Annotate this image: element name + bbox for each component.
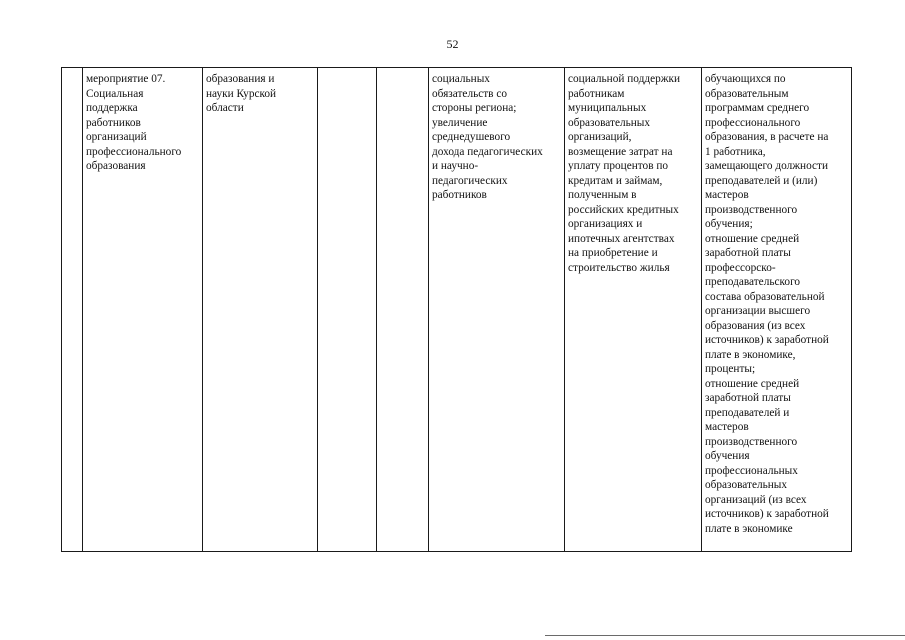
bottom-rule-line [545, 635, 905, 636]
cell-text-line: профессионального [705, 116, 801, 129]
cell-text-line: организациях и [568, 218, 643, 230]
cell-text-line: ипотечных агентствах [568, 232, 675, 245]
cell-text-line: и научно- [432, 160, 479, 172]
cell-text-line: работников [432, 189, 487, 201]
cell-text-line: организаций (из всех [705, 493, 807, 506]
page-number: 52 [446, 37, 459, 51]
cell-text-line: замещающего должности [705, 160, 828, 172]
cell-text-line: образования и [206, 73, 275, 85]
cell-text-line: преподавательского [705, 276, 801, 288]
cell-text-line: образовательным [705, 87, 789, 100]
cell-text-line: обучения; [705, 218, 753, 230]
cell-text-line: профессорско- [705, 261, 776, 274]
cell-text-line: заработной платы [705, 247, 791, 259]
cell-text-line: обучающихся по [705, 73, 786, 85]
cell-text-line: муниципальных [568, 102, 647, 114]
cell-text-line: социальной поддержки [568, 73, 681, 85]
cell-text-line: плате в экономике [705, 522, 793, 535]
cell-text-line: работников [86, 116, 141, 129]
cell-text-line: образовательных [705, 479, 788, 491]
cell-text-line: полученным в [568, 189, 637, 201]
cell-text-line: уплату процентов по [568, 160, 669, 172]
cell-text-line: образования, в расчете на [705, 131, 829, 143]
cell-text-line: образования [86, 160, 146, 172]
cell-text-line: профессионального [86, 145, 182, 158]
table-row [62, 68, 852, 552]
cell-text-line: состава образовательной [705, 290, 825, 303]
program-table [61, 67, 852, 552]
cell-text-line: мастеров [705, 189, 749, 201]
cell-text-line: преподавателей и [705, 406, 790, 419]
cell-text-line: 1 работника, [705, 145, 766, 158]
main-directions-cell [565, 68, 702, 552]
cell-text-line: источников) к заработной [705, 334, 829, 346]
cell-text-line: Социальная [86, 87, 144, 100]
cell-text-line: на приобретение и [568, 247, 658, 259]
end-date-cell [377, 68, 429, 552]
cell-text-line: производственного [705, 435, 798, 448]
cell-text-line: стороны региона; [432, 102, 517, 114]
executor-cell [203, 68, 318, 552]
cell-text-line: программам среднего [705, 102, 810, 114]
cell-text-line: дохода педагогических [432, 145, 543, 158]
cell-text-line: среднедушевого [432, 131, 511, 143]
cell-text-line: увеличение [432, 116, 488, 129]
cell-text-line: обучения [705, 450, 750, 462]
cell-text-line: мероприятие 07. [86, 73, 166, 85]
cell-text-line: образования (из всех [705, 319, 806, 332]
cell-text-line: организации высшего [705, 305, 811, 317]
cell-text-line: профессиональных [705, 464, 798, 477]
cell-text-line: науки Курской [206, 87, 277, 100]
cell-text-line: поддержка [86, 102, 138, 114]
cell-text-line: организаций, [568, 131, 632, 143]
cell-text-line: проценты; [705, 363, 756, 375]
cell-text-line: строительство жилья [568, 261, 670, 274]
indicators-cell [702, 68, 852, 552]
cell-text-line: преподавателей и (или) [705, 174, 818, 187]
cell-text-line: источников) к заработной [705, 508, 829, 520]
expected-result-cell [429, 68, 565, 552]
cell-text-line: заработной платы [705, 392, 791, 404]
cell-text-line: отношение средней [705, 232, 800, 245]
row-number-cell [62, 68, 83, 552]
cell-text-line: российских кредитных [568, 203, 679, 216]
cell-text-line: организаций [86, 131, 147, 143]
cell-text-line: возмещение затрат на [568, 145, 673, 158]
cell-text-line: образовательных [568, 116, 651, 129]
cell-text-line: работникам [568, 87, 625, 100]
cell-text-line: производственного [705, 203, 798, 216]
cell-text-line: плате в экономике, [705, 348, 796, 361]
cell-text-line: отношение средней [705, 377, 800, 390]
cell-text-line: области [206, 102, 244, 114]
cell-text-line: социальных [432, 73, 490, 85]
measure-name-cell [83, 68, 203, 552]
cell-text-line: кредитам и займам, [568, 174, 663, 187]
cell-text-line: обязательств со [432, 87, 508, 100]
cell-text-line: мастеров [705, 421, 749, 433]
cell-text-line: педагогических [432, 174, 508, 187]
start-date-cell [318, 68, 377, 552]
